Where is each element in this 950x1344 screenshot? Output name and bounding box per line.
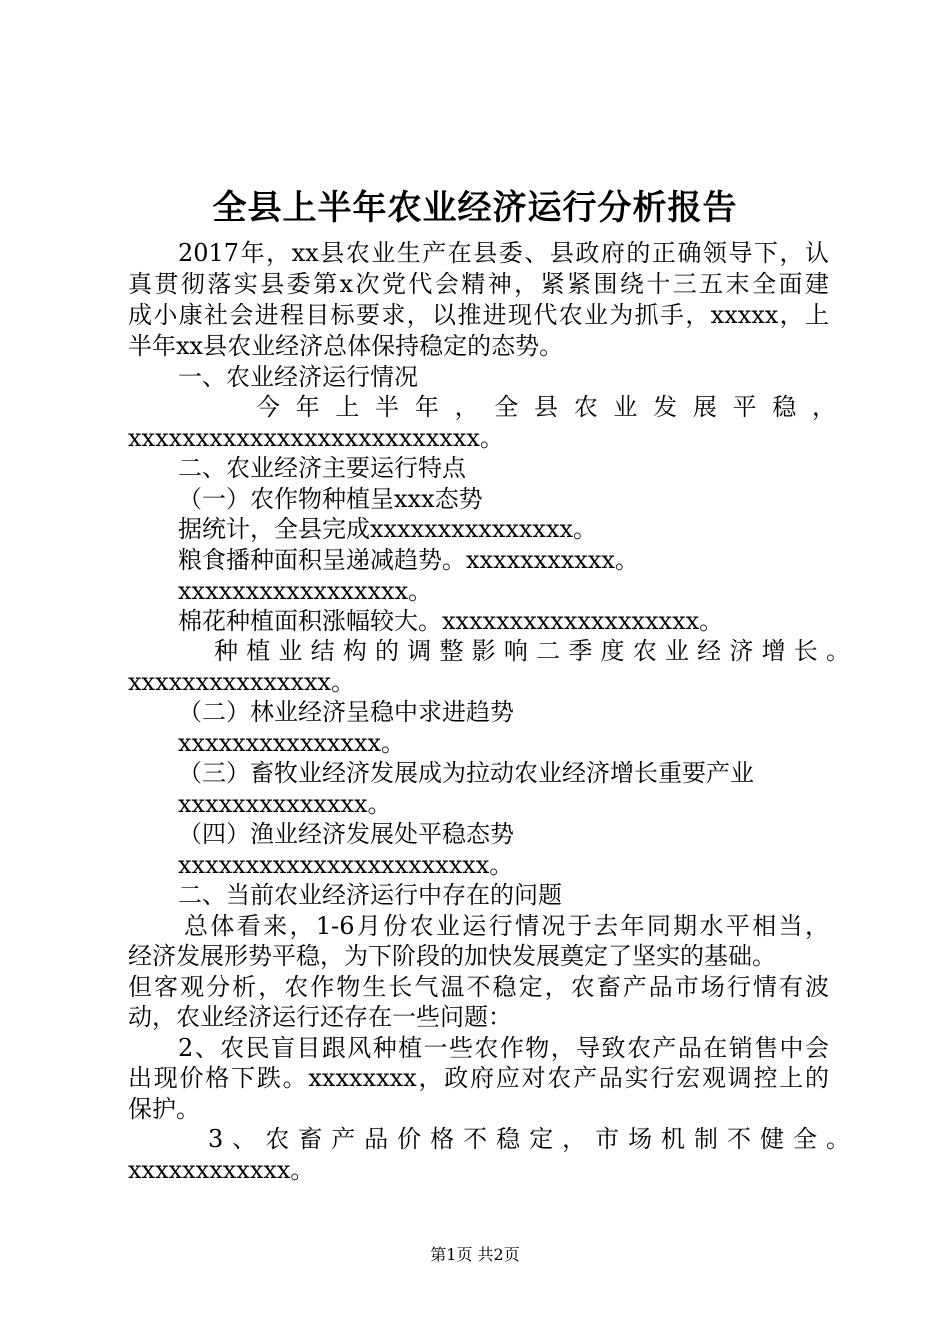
page-footer: 第1页 共2页 bbox=[430, 1245, 520, 1264]
document-title: 全县上半年农业经济运行分析报告 bbox=[212, 188, 738, 228]
subsection-heading: （四）渔业经济发展处平稳态势 bbox=[178, 820, 514, 848]
paragraph-line: 真贯彻落实县委第x次党代会精神，紧紧围绕十三五末全面建 bbox=[128, 270, 829, 298]
section-heading: 二、当前农业经济运行中存在的问题 bbox=[178, 881, 562, 909]
paragraph-line: xxxxxxxxxxxxxxx。 bbox=[178, 729, 406, 757]
section-heading: 二、农业经济主要运行特点 bbox=[178, 454, 466, 482]
paragraph-line: 成小康社会进程目标要求，以推进现代农业为抓手，xxxxx，上 bbox=[128, 301, 829, 329]
paragraph-line: 出现价格下跌。xxxxxxxx，政府应对农产品实行宏观调控上的 bbox=[128, 1064, 829, 1092]
paragraph-line: 3、农畜产品价格不稳定，市场机制不健全。 bbox=[208, 1125, 850, 1153]
paragraph-line: xxxxxxxxxxxxxx。 bbox=[178, 790, 392, 818]
subsection-heading: （一）农作物种植呈xxx态势 bbox=[178, 485, 483, 513]
paragraph-line: 动，农业经济运行还存在一些问题： bbox=[128, 1003, 512, 1031]
paragraph-line: 保护。 bbox=[128, 1095, 200, 1123]
paragraph-line: xxxxxxxxxxxxxxx。 bbox=[128, 668, 356, 696]
paragraph-line: 据统计，全县完成xxxxxxxxxxxxxxx。 bbox=[178, 515, 598, 543]
section-heading: 一、农业经济运行情况 bbox=[178, 363, 418, 391]
paragraph-line: 种植业结构的调整影响二季度农业经济增长。 bbox=[214, 637, 850, 665]
paragraph-line: 但客观分析，农作物生长气温不稳定，农畜产品市场行情有波 bbox=[128, 973, 829, 1001]
paragraph-line: 棉花种植面积涨幅较大。xxxxxxxxxxxxxxxxxxx。 bbox=[178, 607, 724, 635]
paragraph-line: 2017年，xx县农业生产在县委、县政府的正确领导下，认 bbox=[178, 239, 829, 267]
paragraph-line: 今年上半年，全县农业发展平稳， bbox=[256, 393, 836, 421]
paragraph-line: 半年xx县农业经济总体保持稳定的态势。 bbox=[128, 332, 564, 360]
paragraph-line: 粮食播种面积呈递减趋势。xxxxxxxxxxx。 bbox=[178, 546, 639, 574]
paragraph-line: xxxxxxxxxxxxxxxxxxxxxxxxxx。 bbox=[128, 424, 504, 452]
paragraph-line: xxxxxxxxxxxxxxxxxxxxxxx。 bbox=[178, 851, 514, 879]
paragraph-line: 经济发展形势平稳，为下阶段的加快发展奠定了坚实的基础。 bbox=[128, 942, 776, 970]
subsection-heading: （三）畜牧业经济发展成为拉动农业经济增长重要产业 bbox=[178, 759, 754, 787]
paragraph-line: xxxxxxxxxxxxxxxxx。 bbox=[178, 577, 433, 605]
paragraph-line: 总体看来，1-6月份农业运行情况于去年同期水平相当， bbox=[184, 912, 829, 940]
paragraph-line: 2、农民盲目跟风种植一些农作物，导致农产品在销售中会 bbox=[178, 1034, 829, 1062]
paragraph-line: xxxxxxxxxxxx。 bbox=[128, 1156, 315, 1184]
subsection-heading: （二）林业经济呈稳中求进趋势 bbox=[178, 698, 514, 726]
